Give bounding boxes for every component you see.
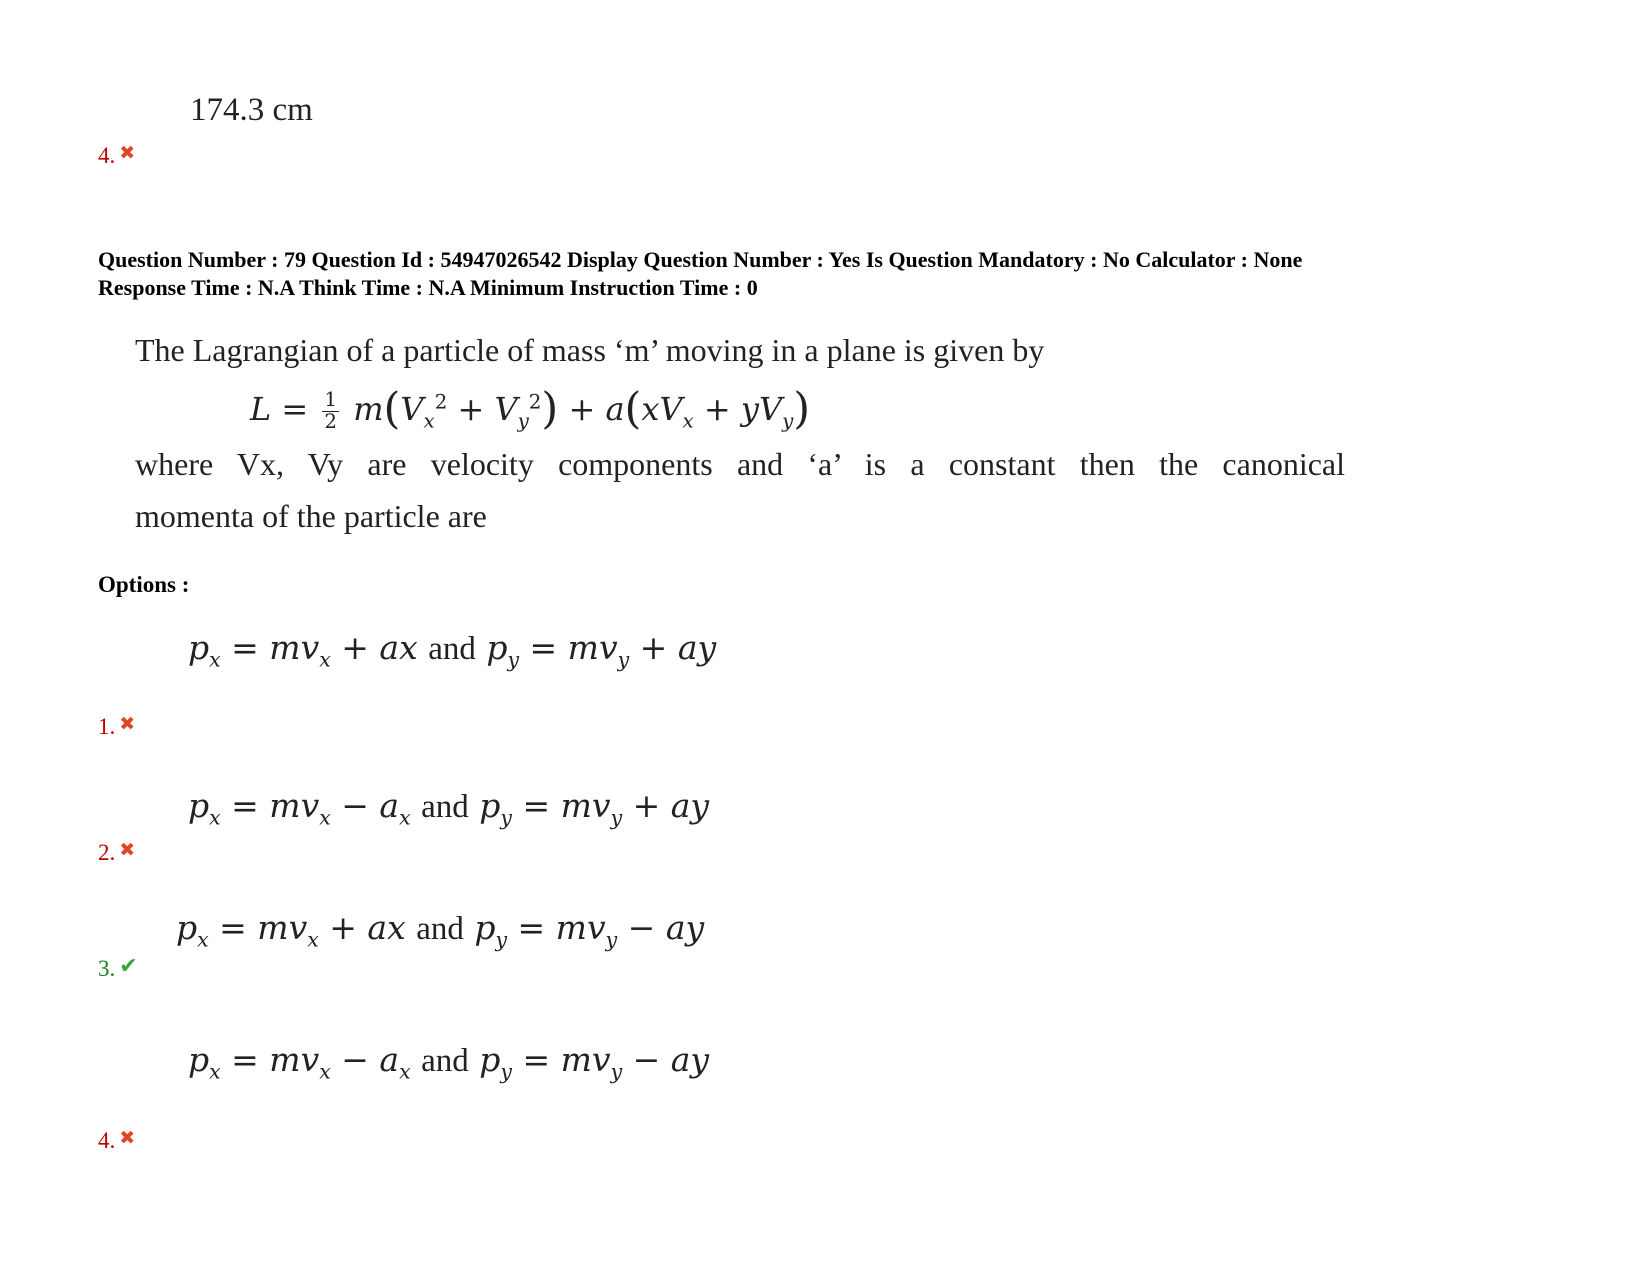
lagrangian-equation: L = $\frac{1}{2}$ $m(V_x^2 + V_y^2) + a(xV_x + yV_y)$ [250, 384, 811, 434]
option-2[interactable] [98, 840, 135, 866]
option-number: 3. [98, 956, 116, 981]
fraction-numerator: 1 [324, 388, 338, 412]
option-3[interactable] [98, 956, 138, 982]
question-text-line-3: momenta of the particle are [135, 498, 487, 534]
question-meta-line-2: Response Time : N.A Think Time : N.A Minimum Instruction Time : 0 [98, 275, 758, 300]
question-text-line-1: The Lagrangian of a particle of mass ‘m’ moving in a plane is given by [135, 332, 1045, 368]
cross-icon: ✖ [119, 713, 136, 735]
question-meta-line-1: Question Number : 79 Question Id : 54947026542 Display Question Number : Yes Is Question Mandatory : No Calculator : None [98, 247, 1303, 272]
option-number: 2. [98, 840, 116, 865]
option-2-formula: $p_x = mv_x - a_x$ and $p_y = mv_y$ + ay [188, 786, 710, 830]
equation-equals: = [281, 390, 309, 428]
option-number: 4. [98, 143, 116, 168]
options-label: Options : [98, 572, 190, 597]
option-1-formula: $p_x = mv_x$ + ax and $p_y = mv_y$ + ay [188, 628, 717, 672]
previous-option-value: 174.3 cm [190, 92, 313, 128]
option-number: 1. [98, 714, 116, 739]
check-icon: ✔ [119, 954, 138, 979]
fraction-denominator: 2 [324, 410, 338, 433]
option-4[interactable] [98, 1128, 135, 1154]
option-1[interactable] [98, 714, 135, 740]
cross-icon: ✖ [119, 142, 136, 164]
option-3-formula: $p_x = mv_x$ + ax and $p_y = mv_y$ − ay [176, 908, 705, 952]
cross-icon: ✖ [119, 839, 136, 861]
option-4-formula: $p_x = mv_x - a_x$ and $p_y = mv_y$ − ay [188, 1040, 710, 1084]
option-number: 4. [98, 1128, 116, 1153]
equation-lhs: L [250, 390, 272, 428]
question-text-line-2: where Vx, Vy are velocity components and ‘a’ is a constant then the canonical [135, 446, 1345, 482]
cross-icon: ✖ [119, 1127, 136, 1149]
equation-fraction [322, 390, 339, 433]
previous-option-4 [98, 143, 135, 169]
